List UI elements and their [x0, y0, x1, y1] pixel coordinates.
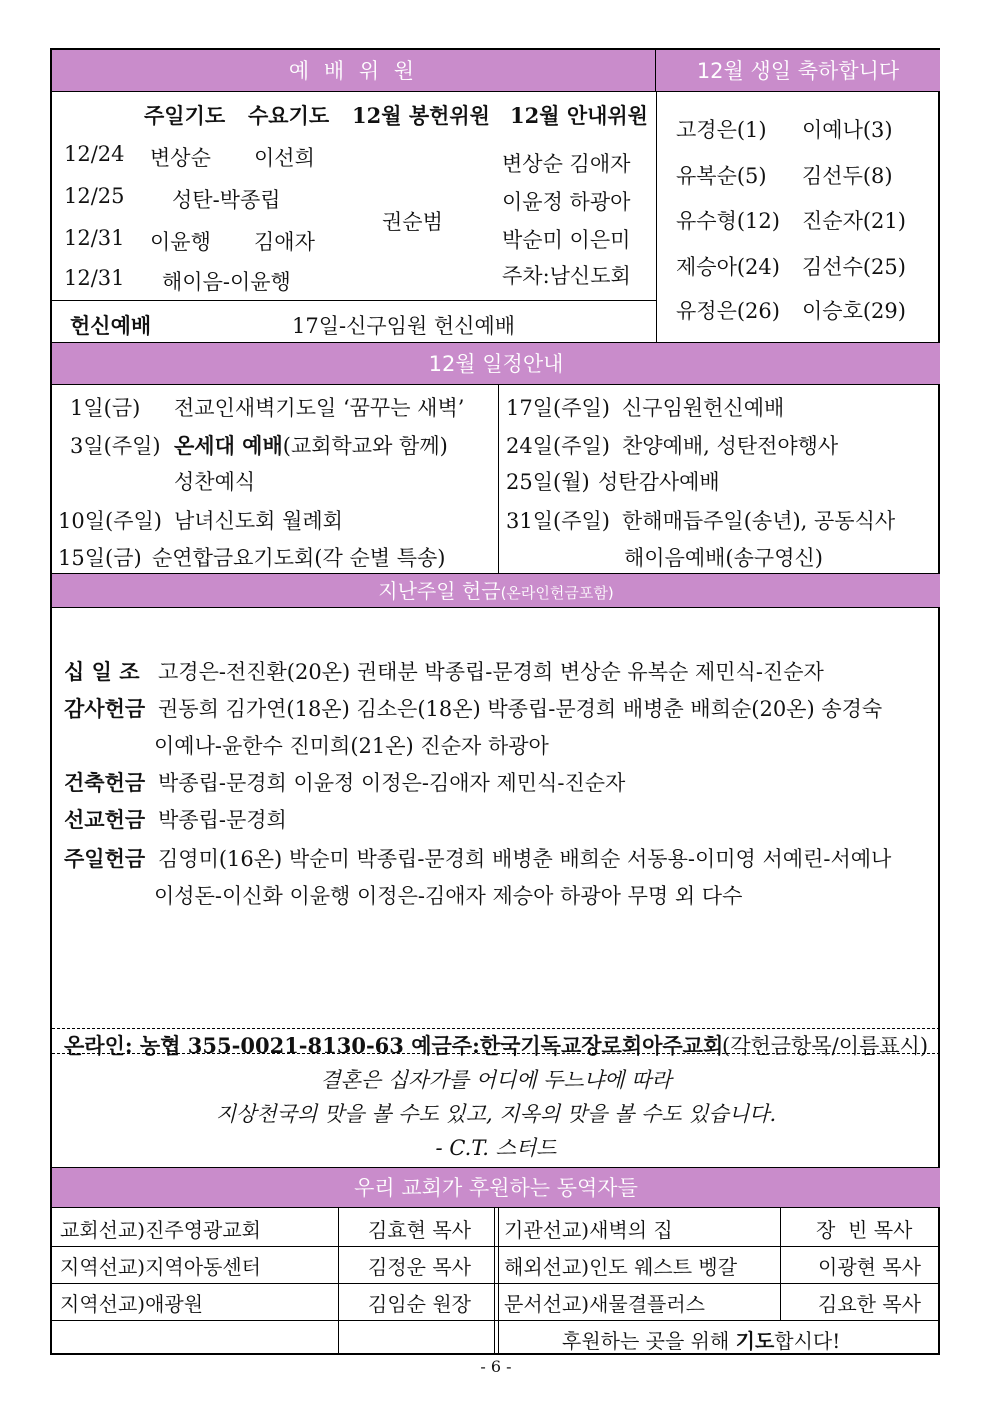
row-sunday: 이윤행: [150, 230, 211, 254]
usher-line: 박순미 이은미: [502, 228, 631, 252]
supporter-org: 교회선교)진주영광교회: [60, 1218, 262, 1242]
col-usher: 12월 안내위원: [510, 103, 648, 128]
schedule-date: 24일(주일): [506, 434, 610, 458]
supporter-person: 김효현 목사: [368, 1218, 471, 1242]
supporter-person: 이광현 목사: [818, 1255, 921, 1279]
birthday-header: 12월 생일 축하합니다: [656, 50, 940, 92]
row-date: 12/25: [64, 184, 125, 208]
mission-list: 박종립-문경희: [158, 808, 287, 832]
usher-line: 변상순 김애자: [502, 152, 631, 176]
prayer-emphasis: 기도: [735, 1329, 775, 1353]
schedule-date: 10일(주일): [58, 509, 162, 533]
schedule-text: [174, 430, 448, 460]
birthday-name: 제승아(24): [676, 255, 780, 279]
supporters-header: 우리 교회가 후원하는 동역자들: [52, 1168, 940, 1208]
schedule-highlight: 온세대 예배: [174, 433, 283, 458]
schedule-text: 남녀신도회 월례회: [174, 509, 343, 533]
dedication-label: 헌신예배: [70, 313, 152, 338]
schedule-text: 신구임원헌신예배: [622, 396, 785, 420]
row-wednesday: 김애자: [254, 230, 315, 254]
schedule-text: 해이음예배(송구영신): [624, 546, 823, 570]
schedule-text: 전교인새벽기도일 ‘꿈꾸는 새벽’: [174, 396, 465, 420]
col-offering: 12월 봉헌위원: [352, 103, 490, 128]
offering-title: 지난주일 헌금: [378, 579, 501, 603]
worship-header: 예 배 위 원: [52, 50, 656, 92]
birthday-name: 김선수(25): [802, 255, 906, 279]
online-account: 온라인: 농협 355-0021-8130-63 예금주:한국기독교장로회아주교회: [64, 1033, 724, 1058]
building-list: 박종립-문경희 이윤정 이정은-김애자 제민식-진순자: [158, 771, 626, 795]
offering-note: (온라인헌금포함): [500, 584, 614, 602]
birthday-name: 고경은(1): [676, 118, 767, 142]
tithe-list: 고경은-전진환(20온) 권태분 박종립-문경희 변상순 유복순 제민식-진순자: [158, 660, 824, 684]
supporter-org: 기관선교)새벽의 집: [504, 1218, 673, 1242]
prayer-text: 후원하는 곳을 위해: [562, 1329, 736, 1353]
building-label: 건축헌금: [64, 770, 146, 795]
thanks-label: 감사헌금: [64, 696, 146, 721]
supporter-org: 지역선교)애광원: [60, 1292, 204, 1316]
schedule-date: 3일(주일): [70, 434, 161, 458]
supporter-person: 김요한 목사: [818, 1292, 921, 1316]
row-date: 12/31: [64, 226, 125, 250]
birthday-name: 김선두(8): [802, 164, 893, 188]
col-sunday-prayer: 주일기도: [144, 103, 226, 128]
thanks-list: 이예나-윤한수 진미희(21온) 진순자 하광아: [154, 734, 549, 758]
row-combined: 해이음-이윤행: [162, 270, 291, 294]
bulletin-frame: [50, 48, 940, 1355]
schedule-date: 17일(주일): [506, 396, 610, 420]
supporter-org: 문서선교)새물결플러스: [504, 1292, 706, 1316]
supporter-person: 장 빈 목사: [816, 1218, 913, 1242]
thanks-list: 권동희 김가연(18온) 김소은(18온) 박종립-문경희 배병춘 배희순(20온) 송경숙: [158, 697, 883, 721]
usher-line: 이윤정 하광아: [502, 190, 631, 214]
offering-member: 권순범: [382, 210, 443, 234]
birthday-name: 이승호(29): [802, 299, 906, 323]
prayer-text: 합시다!: [774, 1329, 841, 1353]
row-date: 12/31: [64, 266, 125, 290]
usher-line: 주차:남신도회: [502, 264, 631, 288]
supporter-org: 지역선교)지역아동센터: [60, 1255, 262, 1279]
schedule-text: 성탄감사예배: [598, 470, 720, 494]
birthday-name: 진순자(21): [802, 209, 906, 233]
online-note: (각헌금항목/이름표시): [722, 1034, 929, 1058]
schedule-text: 찬양예배, 성탄전야행사: [622, 434, 839, 458]
row-date: 12/24: [64, 142, 125, 166]
quote-line: 지상천국의 맛을 볼 수도 있고, 지옥의 맛을 볼 수도 있습니다.: [215, 1102, 777, 1126]
mission-label: 선교헌금: [64, 807, 146, 832]
schedule-text: 순연합금요기도회(각 순별 특송): [152, 546, 446, 570]
supporter-person: 김임순 원장: [368, 1292, 471, 1316]
prayer-note: [562, 1325, 840, 1354]
birthday-name: 이예나(3): [802, 118, 893, 142]
tithe-label: 십 일 조: [64, 659, 140, 684]
row-sunday: 변상순: [150, 146, 211, 170]
sunday-list: 김영미(16온) 박순미 박종립-문경희 배병춘 배희순 서동용-이미영 서예린-서예나: [158, 847, 892, 871]
page-number: - 6 -: [480, 1357, 512, 1376]
schedule-date: 1일(금): [70, 396, 141, 420]
schedule-date: 15일(금): [58, 546, 142, 570]
schedule-text: 성찬예식: [174, 470, 256, 494]
schedule-date: 31일(주일): [506, 509, 610, 533]
birthday-name: 유복순(5): [676, 164, 767, 188]
offering-header: [52, 574, 940, 608]
birthday-name: 유정은(26): [676, 299, 780, 323]
dedication-text: 17일-신구임원 헌신예배: [292, 314, 516, 338]
schedule-date: 25일(월): [506, 470, 590, 494]
schedule-header: 12월 일정안내: [52, 343, 940, 385]
quote-author: - C.T. 스터드: [435, 1136, 557, 1160]
quote-line: 결혼은 십자가를 어디에 두느냐에 따라: [320, 1068, 672, 1092]
sunday-label: 주일헌금: [64, 846, 146, 871]
schedule-note: (교회학교와 함께): [282, 434, 448, 458]
sunday-list: 이성돈-이신화 이윤행 이정은-김애자 제승아 하광아 무명 외 다수: [154, 884, 743, 908]
birthday-name: 유수형(12): [676, 209, 780, 233]
supporter-org: 해외선교)인도 웨스트 벵갈: [504, 1255, 738, 1279]
col-wednesday-prayer: 수요기도: [248, 103, 330, 128]
row-combined: 성탄-박종립: [172, 188, 281, 212]
supporter-person: 김정운 목사: [368, 1255, 471, 1279]
row-wednesday: 이선희: [254, 146, 315, 170]
schedule-text: 한해매듭주일(송년), 공동식사: [622, 509, 896, 533]
